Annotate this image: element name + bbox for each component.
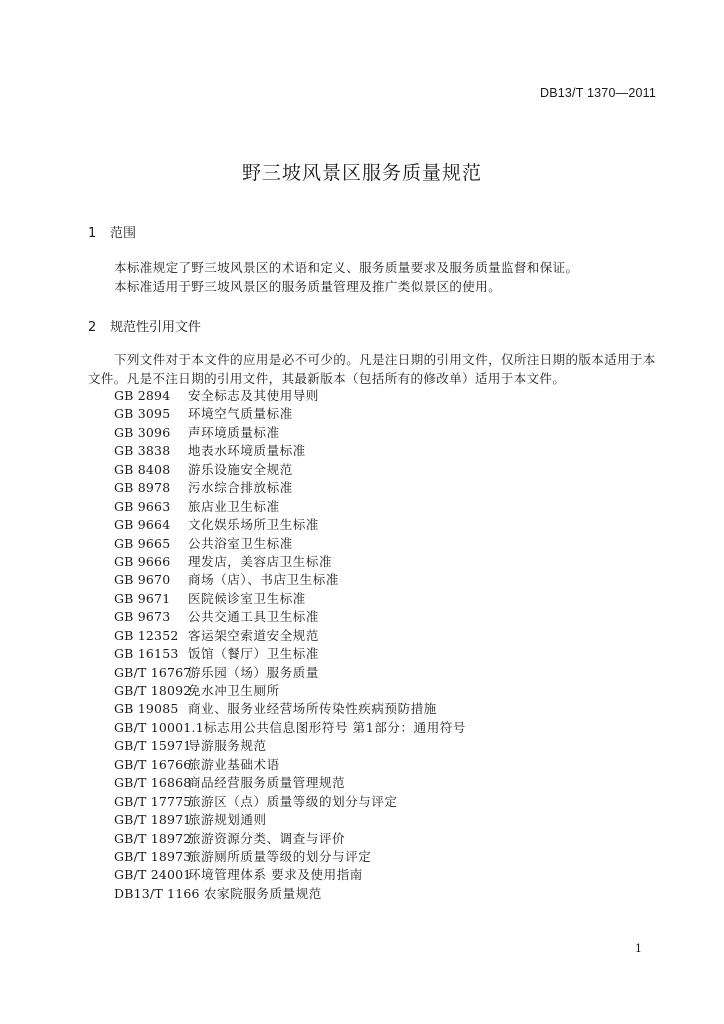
reference-item [114, 700, 466, 718]
reference-code: GB 9673 [114, 609, 171, 625]
reference-code: GB 3838 [114, 443, 171, 459]
reference-title: 公共交通工具卫生标准 [188, 609, 320, 625]
reference-item [114, 811, 466, 829]
reference-title: 文化娱乐场所卫生标准 [188, 517, 320, 533]
reference-title: 声环境质量标准 [188, 424, 280, 440]
reference-code: GB/T 18092 [114, 683, 192, 698]
reference-title: 旅游厕所质量等级的划分与评定 [188, 848, 372, 864]
reference-code: GB 9666 [114, 553, 171, 569]
reference-item [114, 793, 466, 811]
reference-item [114, 719, 466, 737]
reference-title: 地表水环境质量标准 [188, 443, 306, 459]
reference-item [114, 866, 466, 884]
reference-item [114, 848, 466, 866]
reference-title: 农家院服务质量规范 [204, 885, 322, 901]
reference-item [114, 737, 466, 755]
reference-code: GB/T 18973 [114, 848, 192, 864]
reference-title: 环境空气质量标准 [188, 406, 293, 422]
section-1-number: 1 [88, 226, 97, 241]
reference-title: 旅店业卫生标准 [188, 498, 280, 514]
reference-item [114, 608, 466, 626]
reference-title: 商品经营服务质量管理规范 [188, 775, 346, 791]
reference-item [114, 571, 466, 589]
reference-code: GB 12352 [114, 627, 179, 643]
reference-code: GB 2894 [114, 388, 171, 403]
reference-item [114, 553, 466, 571]
reference-code: GB 9670 [114, 572, 171, 588]
reference-title: 免水冲卫生厕所 [188, 683, 280, 698]
section-2-intro: 下列文件对于本文件的应用是必不可少的。凡是注日期的引用文件，仅所注日期的版本适用于本文件。凡是不注日期的引用文件，其最新版本（包括所有的修改单）适用于本文件。 [88, 352, 656, 386]
reference-item [114, 516, 466, 534]
reference-title: 商场（店）、书店卫生标准 [188, 572, 339, 588]
reference-code: GB 3095 [114, 406, 171, 422]
reference-item [114, 774, 466, 792]
section-1-paragraph: 本标准规定了野三坡风景区的术语和定义、服务质量要求及服务质量监督和保证。 [114, 260, 579, 275]
reference-code: GB 9671 [114, 590, 171, 606]
reference-item [114, 498, 466, 516]
reference-code: GB 16153 [114, 646, 179, 662]
reference-item [114, 627, 466, 645]
reference-title: 理发店，美容店卫生标准 [188, 553, 333, 569]
reference-code: GB/T 10001.1 [114, 719, 204, 735]
reference-code: GB 9663 [114, 498, 171, 514]
reference-title: 游乐园（场）服务质量 [188, 664, 320, 680]
reference-title: 医院候诊室卫生标准 [188, 590, 306, 606]
reference-code: GB 8978 [114, 480, 171, 496]
reference-list [114, 387, 466, 903]
reference-item [114, 479, 466, 497]
reference-code: GB/T 24001 [114, 867, 192, 883]
reference-item [114, 535, 466, 553]
reference-title: 商业、服务业经营场所传染性疾病预防措施 [188, 701, 437, 717]
reference-code: GB/T 17775 [114, 793, 192, 809]
reference-item [114, 405, 466, 423]
section-2-title: 规范性引用文件 [110, 320, 202, 335]
reference-code: GB/T 16767 [114, 664, 192, 680]
section-1-heading [88, 222, 136, 241]
reference-code: GB 8408 [114, 461, 171, 477]
reference-title: 旅游业基础术语 [188, 756, 280, 772]
reference-title: 安全标志及其使用导则 [188, 388, 320, 403]
reference-item [114, 645, 466, 663]
reference-code: DB13/T 1166 [114, 885, 200, 901]
reference-title: 标志用公共信息图形符号 第1部分：通用符号 [204, 719, 467, 735]
document-title: 野三坡风景区服务质量规范 [241, 162, 482, 184]
reference-code: GB 9664 [114, 517, 171, 533]
reference-title: 污水综合排放标准 [188, 480, 293, 496]
reference-title: 旅游规划通则 [188, 812, 267, 828]
reference-title: 饭馆（餐厅）卫生标准 [188, 646, 320, 662]
reference-item [114, 590, 466, 608]
reference-code: GB 3096 [114, 424, 171, 440]
reference-title: 游乐设施安全规范 [188, 461, 293, 477]
reference-item [114, 885, 466, 903]
reference-item [114, 461, 466, 479]
section-2-heading [88, 316, 201, 335]
reference-title: 环境管理体系 要求及使用指南 [188, 867, 363, 883]
page-number: 1 [635, 942, 642, 955]
reference-item [114, 424, 466, 442]
section-1-title: 范围 [110, 226, 137, 241]
reference-title: 公共浴室卫生标准 [188, 535, 293, 551]
reference-code: GB/T 15971 [114, 738, 192, 754]
standard-code: DB13/T 1370—2011 [539, 86, 656, 100]
reference-title: 导游服务规范 [188, 738, 267, 754]
reference-item [114, 387, 466, 405]
reference-item [114, 664, 466, 682]
reference-code: GB/T 16766 [114, 756, 192, 772]
reference-code: GB 19085 [114, 701, 179, 717]
section-2-number: 2 [88, 320, 97, 335]
reference-item [114, 442, 466, 460]
reference-code: GB/T 16868 [114, 775, 192, 791]
reference-code: GB/T 18972 [114, 830, 192, 846]
reference-item [114, 830, 466, 848]
reference-title: 客运架空索道安全规范 [188, 627, 320, 643]
section-1-paragraph: 本标准适用于野三坡风景区的服务质量管理及推广类似景区的使用。 [114, 279, 502, 294]
reference-code: GB/T 18971 [114, 812, 192, 828]
reference-title: 旅游资源分类、调查与评价 [188, 830, 346, 846]
reference-item [114, 682, 466, 700]
reference-item [114, 756, 466, 774]
reference-title: 旅游区（点）质量等级的划分与评定 [188, 793, 398, 809]
reference-code: GB 9665 [114, 535, 171, 551]
